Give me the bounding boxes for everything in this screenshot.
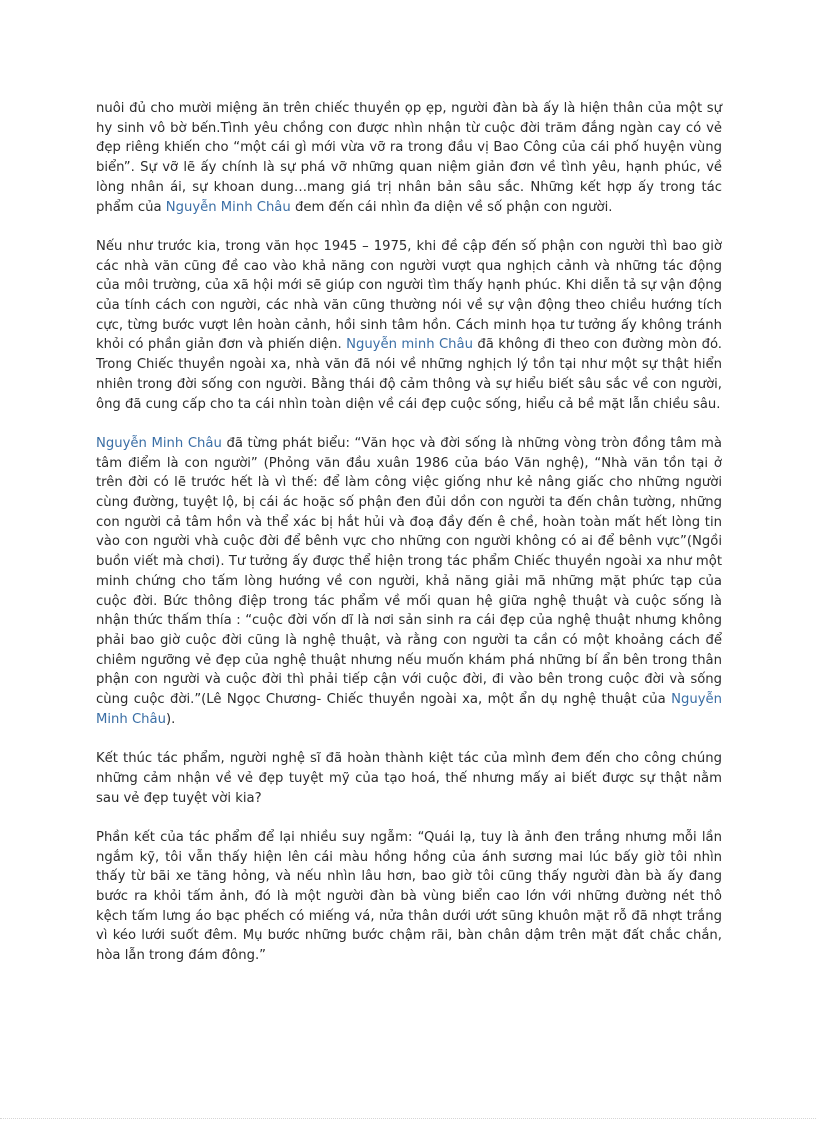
document-body [96,99,722,986]
paragraph-5 [96,828,722,966]
paragraph-text: Nếu như trước kia, trong văn học 1945 – 1975, khi đề cập đến số phận con người thì bao giờ các nhà văn cũng đề cao vào khả năng con người vượt qua nghịch cảnh và những tác động của môi trường, của xã hội mới sẽ giúp con người tìm thấy hạnh phúc. Khi diễn tả sự vận động của tính cách con người, các nhà văn cũng thường nói về sự vận động theo chiều hướng tích cực, từng bước vượt lên hoàn cảnh, hồi sinh tâm hồn. Cách minh họa tư tưởng ấy không tránh khỏi có phần giản đơn và phiến diện. [96,238,722,353]
paragraph-4 [96,749,722,808]
paragraph-text: Phần kết của tác phẩm để lại nhiều suy ngẫm: “Quái lạ, tuy là ảnh đen trắng nhưng mỗi lần ngắm kỹ, tôi vẫn thấy hiện lên cái màu hồng hồng của ánh sương mai lúc bấy giờ tôi nhìn thấy từ bãi xe tăng hỏng, và nếu nhìn lâu hơn, bao giờ tôi cũng thấy người đàn bà ấy đang bước ra khỏi tấm ảnh, đó là một người đàn bà vùng biển cao lớn với những đường nét thô kệch tấm lưng áo bạc phếch có miếng vá, nửa thân dưới ướt sũng khuôn mặt rỗ đã nhợt trắng vì kéo lưới suốt đêm. Mụ bước những bước chậm rãi, bàn chân dậm trên mặt đất chắc chắn, hòa lẫn trong đám đông.” [96,829,722,964]
paragraph-1 [96,99,722,217]
paragraph-3 [96,434,722,730]
paragraph-text: nuôi đủ cho mười miệng ăn trên chiếc thuyền ọp ẹp, người đàn bà ấy là hiện thân của một sự hy sinh vô bờ bến.Tình yêu chồng con được nhìn nhận từ cuộc đời trăm đắng ngàn cay có vẻ đẹp riêng khiến cho “một cái gì mới vừa vỡ ra trong đầu vị Bao Công của cái phố huyện vùng biển”. Sự vỡ lẽ ấy chính là sự phá vỡ những quan niệm giản đơn về tình yêu, hạnh phúc, về lòng nhân ái, sự khoan dung…mang giá trị nhân bản sâu sắc. Những kết hợp ấy trong tác phẩm của [96,101,722,215]
paragraph-text: đã không đi theo con đường mòn đó. Trong Chiếc thuyền ngoài xa, nhà văn đã nói về những nghịch lý tồn tại như một sự thật hiển nhiên trong đời sống con người. Bằng thái độ cảm thông và sự hiểu biết sâu sắc về con người, ông đã cung cấp cho ta cái nhìn toàn diện về cái đẹp cuộc sống, hiểu cả bề mặt lẫn chiều sâu. [96,337,722,412]
author-link[interactable]: Nguyễn Minh Châu [165,199,291,215]
paragraph-2 [96,237,722,414]
author-link[interactable]: Nguyễn Minh Châu [96,435,222,451]
paragraph-text: đem đến cái nhìn đa diện về số phận con người. [290,199,613,215]
author-link[interactable]: Nguyễn minh Châu [346,337,473,353]
paragraph-text: đã từng phát biểu: “Văn học và đời sống là những vòng tròn đồng tâm mà tâm điểm là con người” (Phỏng văn đầu xuân 1986 của báo Văn nghệ), “Nhà văn tồn tại ở trên đời có lẽ trước hết là vì thế: để làm công việc giống như kẻ nâng giấc cho những người cùng đường, tuyệt lộ, bị cái ác hoặc số phận đen đủi dồn con người ta đến chân tường, những con người cả tâm hồn và thể xác bị hắt hủi và đoạ đầy đến ê chề, hoàn toàn mất hết lòng tin vào con người vhà cuộc đời để bênh vực cho những con người không có ai để bênh vực”(Ngồi buồn viết mà chơi). Tư tưởng ấy được thể hiện trong tác phẩm Chiếc thuyền ngoài xa như một minh chứng cho tấm lòng hướng về con người, khả năng giải mã những mặt phức tạp của cuộc đời. Bức thông điệp trong tác phẩm về mối quan hệ giữa nghệ thuật và cuộc sống là nhận thức thấm thía : “cuộc đời vốn dĩ là nơi sản sinh ra cái đẹp của nghệ thuật nhưng không phải bao giờ cuộc đời cũng là nghệ thuật, và rằng con người ta cần có một khoảng cách để chiêm ngưỡng vẻ đẹp của nghệ thuật nhưng nếu muốn khám phá những bí ẩn bên trong thân phận con người và cuộc đời thì phải tiếp cận với cuộc đời, đi vào bên trong cuộc đời và sống cùng cuộc đời.”(Lê Ngọc Chương- Chiếc thuyền ngoài xa, một ẩn dụ nghệ thuật của [96,435,722,708]
paragraph-text: Kết thúc tác phẩm, người nghệ sĩ đã hoàn thành kiệt tác của mình đem đến cho công chúng những cảm nhận về vẻ đẹp tuyệt mỹ của tạo hoá, thế nhưng mấy ai biết được sự thật nằm sau vẻ đẹp tuyệt vời kia? [96,751,722,806]
paragraph-text: ). [165,711,176,727]
author-link[interactable]: Nguyễn Minh Châu [96,692,722,727]
page-bottom-divider [0,1118,816,1119]
